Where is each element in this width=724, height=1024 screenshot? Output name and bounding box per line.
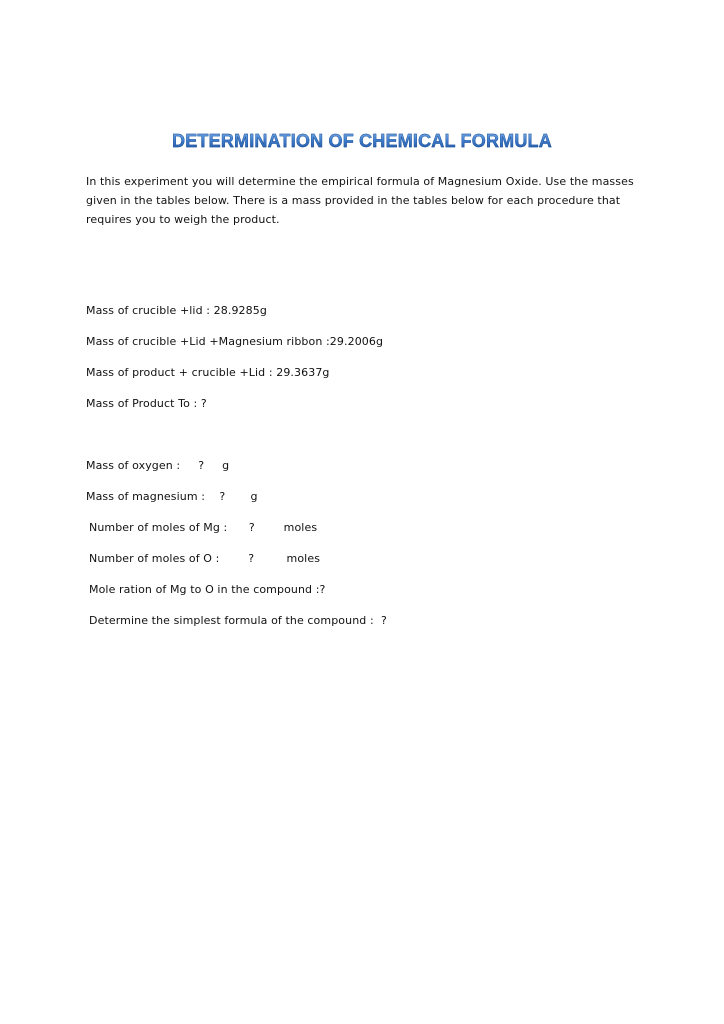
mole-ratio: Mole ration of Mg to O in the compound :? [89, 583, 326, 596]
mass-of-magnesium: Mass of magnesium : ? g [86, 490, 258, 503]
document-title: DETERMINATION OF CHEMICAL FORMULA [0, 131, 724, 152]
moles-of-mg: Number of moles of Mg : ? moles [89, 521, 318, 534]
intro-paragraph: In this experiment you will determine the empirical formula of Magnesium Oxide. Use the masses given in the tables below. There is a mass provided in the tables below for each procedure that requires you to weigh the product. [86, 175, 634, 226]
mass-of-oxygen: Mass of oxygen : ? g [86, 459, 230, 472]
mass-product-crucible-lid: Mass of product + crucible +Lid : 29.3637g [86, 366, 330, 379]
moles-of-o: Number of moles of O : ? moles [89, 552, 321, 565]
mass-of-product: Mass of Product To : ? [86, 397, 207, 410]
mass-crucible-lid: Mass of crucible +lid : 28.9285g [86, 304, 267, 317]
mass-crucible-lid-magnesium: Mass of crucible +Lid +Magnesium ribbon :29.2006g [86, 335, 384, 348]
simplest-formula: Determine the simplest formula of the compound : ? [89, 614, 387, 627]
